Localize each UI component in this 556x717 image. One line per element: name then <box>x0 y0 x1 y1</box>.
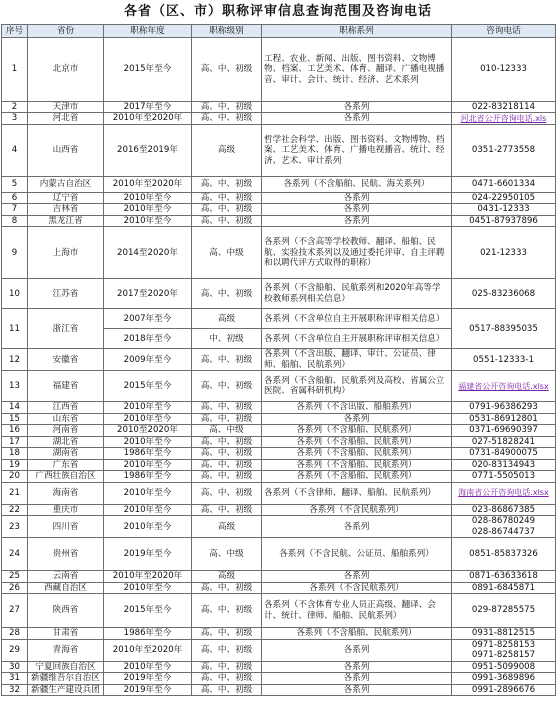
province-cell: 安徽省 <box>28 349 104 371</box>
year-cell: 2016至2019年 <box>104 124 192 176</box>
row-number: 19 <box>2 459 28 470</box>
row-number: 4 <box>2 124 28 176</box>
table-row <box>2 38 556 102</box>
table-row <box>2 639 556 661</box>
level-cell: 高、中、初级 <box>192 628 262 639</box>
row-number: 24 <box>2 538 28 571</box>
phone-cell: 0951-5099008 <box>452 661 556 672</box>
level-cell: 高、中、初级 <box>192 482 262 504</box>
row-number: 12 <box>2 349 28 371</box>
row-number: 26 <box>2 582 28 593</box>
year-cell: 2010年至今 <box>104 516 192 538</box>
phone-cell: 023-86867385 <box>452 504 556 515</box>
table-row <box>2 279 556 309</box>
col-header-series: 职称系列 <box>262 25 452 38</box>
phone-cell: 020-83134943 <box>452 459 556 470</box>
year-cell: 2010年至今 <box>104 504 192 515</box>
series-cell: 哲学社会科学、出版、图书资料、文物博物、档案、工艺美术、体育、广播电视播音、统计、经济、艺术、审计系列 <box>262 124 452 176</box>
year-cell: 1986年至今 <box>104 628 192 639</box>
phone-cell: 0517-88395035 <box>452 309 556 349</box>
level-cell: 高、中、初级 <box>192 215 262 226</box>
level-cell: 高、中级 <box>192 425 262 436</box>
series-cell: 各系列（不含民航、公证员、船舶系列） <box>262 538 452 571</box>
series-cell: 各系列 <box>262 571 452 582</box>
year-cell: 2010年至今 <box>104 459 192 470</box>
level-cell: 高、中、初级 <box>192 279 262 309</box>
province-cell: 西藏自治区 <box>28 582 104 593</box>
row-number: 5 <box>2 176 28 192</box>
year-cell: 2018年至今 <box>104 329 192 349</box>
series-cell: 各系列（不含单位自主开展职称评审相关信息） <box>262 309 452 329</box>
province-cell: 吉林省 <box>28 204 104 215</box>
col-header-no: 序号 <box>2 25 28 38</box>
province-cell: 河南省 <box>28 425 104 436</box>
phone-cell: 0531-86912801 <box>452 413 556 424</box>
year-cell: 2010年至2020年 <box>104 571 192 582</box>
province-cell: 河北省 <box>28 113 104 124</box>
table-row <box>2 504 556 515</box>
phone-cell: 0871-63633618 <box>452 571 556 582</box>
year-cell: 2019年至今 <box>104 538 192 571</box>
province-cell: 海南省 <box>28 482 104 504</box>
level-cell: 高级 <box>192 309 262 329</box>
table-row <box>2 673 556 684</box>
series-cell: 各系列（不含出版、船舶系列） <box>262 402 452 413</box>
consult-table <box>1 24 556 696</box>
phone-cell: 0791-96386293 <box>452 402 556 413</box>
row-number: 28 <box>2 628 28 639</box>
row-number: 9 <box>2 227 28 279</box>
series-cell: 各系列（不含船舶、民航系列） <box>262 471 452 482</box>
province-cell: 江西省 <box>28 402 104 413</box>
phone-cell: 0551-12333-1 <box>452 349 556 371</box>
table-row <box>2 516 556 538</box>
row-number: 10 <box>2 279 28 309</box>
table-row <box>2 113 556 124</box>
level-cell: 高、中、初级 <box>192 192 262 203</box>
level-cell: 高、中、初级 <box>192 204 262 215</box>
level-cell: 高、中、初级 <box>192 594 262 628</box>
series-cell: 各系列 <box>262 102 452 113</box>
phone-cell: 0731-84900075 <box>452 448 556 459</box>
table-row <box>2 661 556 672</box>
level-cell: 高、中、初级 <box>192 371 262 402</box>
table-row <box>2 471 556 482</box>
series-cell: 各系列（不含出版、翻译、审计、公证员、律师、船舶、民航系列） <box>262 349 452 371</box>
level-cell: 高、中、初级 <box>192 102 262 113</box>
province-cell: 青海省 <box>28 639 104 661</box>
table-header-row <box>2 25 556 38</box>
year-cell: 2017至2020年 <box>104 279 192 309</box>
year-cell: 2015年至今 <box>104 594 192 628</box>
series-cell: 各系列（不含高等学校教师、翻译、船舶、民航、实验技术系列以及通过委托评审、自主评聘和以聘代评方式取得的职称） <box>262 227 452 279</box>
series-cell: 各系列 <box>262 516 452 538</box>
row-number: 32 <box>2 684 28 695</box>
level-cell: 高、中、初级 <box>192 504 262 515</box>
level-cell: 高、中级 <box>192 538 262 571</box>
row-number: 7 <box>2 204 28 215</box>
col-header-level: 职称级别 <box>192 25 262 38</box>
table-row <box>2 436 556 447</box>
col-header-province: 省份 <box>28 25 104 38</box>
phone-cell: 024-22950105 <box>452 192 556 203</box>
series-cell: 各系列 <box>262 204 452 215</box>
province-cell: 云南省 <box>28 571 104 582</box>
level-cell: 高、中、初级 <box>192 436 262 447</box>
series-cell: 各系列（不含船舶、民航系列和2020年高等学校教师系列相关信息） <box>262 279 452 309</box>
table-row <box>2 349 556 371</box>
province-cell: 黑龙江省 <box>28 215 104 226</box>
year-cell: 1986年至今 <box>104 471 192 482</box>
province-cell: 北京市 <box>28 38 104 102</box>
year-cell: 2010年至今 <box>104 436 192 447</box>
level-cell: 高、中、初级 <box>192 38 262 102</box>
phone-file-link[interactable]: 河北省公开咨询电话.xls <box>452 113 556 124</box>
row-number: 17 <box>2 436 28 447</box>
year-cell: 2010年至今 <box>104 482 192 504</box>
province-cell: 浙江省 <box>28 309 104 349</box>
row-number: 21 <box>2 482 28 504</box>
phone-cell: 028-86780249 028-86744737 <box>452 516 556 538</box>
level-cell: 高、中、初级 <box>192 448 262 459</box>
year-cell: 2010年至今 <box>104 661 192 672</box>
row-number: 27 <box>2 594 28 628</box>
level-cell: 高、中、初级 <box>192 661 262 672</box>
level-cell: 高、中、初级 <box>192 459 262 470</box>
row-number: 29 <box>2 639 28 661</box>
year-cell: 2019年至今 <box>104 684 192 695</box>
province-cell: 湖南省 <box>28 448 104 459</box>
table-row <box>2 482 556 504</box>
province-cell: 宁夏回族自治区 <box>28 661 104 672</box>
level-cell: 高、中、初级 <box>192 582 262 593</box>
level-cell: 高、中、初级 <box>192 684 262 695</box>
row-number: 6 <box>2 192 28 203</box>
row-number: 23 <box>2 516 28 538</box>
table-row <box>2 309 556 329</box>
series-cell: 工程、农业、新闻、出版、图书资料、文物博物、档案、工艺美术、体育、翻译、广播电视播音、审计、会计、统计、经济、艺术系列 <box>262 38 452 102</box>
province-cell: 山西省 <box>28 124 104 176</box>
level-cell: 中、初级 <box>192 329 262 349</box>
series-cell: 各系列 <box>262 673 452 684</box>
series-cell: 各系列 <box>262 215 452 226</box>
phone-cell: 0851-85837326 <box>452 538 556 571</box>
year-cell: 2010年至今 <box>104 215 192 226</box>
table-row <box>2 102 556 113</box>
phone-cell: 0991-3689896 <box>452 673 556 684</box>
province-cell: 新疆维吾尔自治区 <box>28 673 104 684</box>
year-cell: 2007年至今 <box>104 309 192 329</box>
province-cell: 重庆市 <box>28 504 104 515</box>
row-number: 1 <box>2 38 28 102</box>
phone-cell: 010-12333 <box>452 38 556 102</box>
series-cell: 各系列（不含船舶、民航、海关系列） <box>262 176 452 192</box>
table-body <box>2 38 556 696</box>
series-cell: 各系列（不含船舶、民航系列） <box>262 459 452 470</box>
series-cell: 各系列 <box>262 684 452 695</box>
phone-cell: 0971-8258153 0971-8258157 <box>452 639 556 661</box>
series-cell: 各系列 <box>262 192 452 203</box>
year-cell: 2014至2020年 <box>104 227 192 279</box>
table-row <box>2 571 556 582</box>
table-row <box>2 227 556 279</box>
row-number: 2 <box>2 102 28 113</box>
series-cell: 各系列（不含船舶、民航系列） <box>262 448 452 459</box>
row-number: 31 <box>2 673 28 684</box>
col-header-year: 职称年度 <box>104 25 192 38</box>
series-cell: 各系列 <box>262 661 452 672</box>
phone-file-link[interactable]: 海南省公开咨询电话.xlsx <box>452 482 556 504</box>
level-cell: 高、中、初级 <box>192 639 262 661</box>
series-cell: 各系列（不含船舶、民航系列） <box>262 628 452 639</box>
phone-cell: 027-51828241 <box>452 436 556 447</box>
province-cell: 山东省 <box>28 413 104 424</box>
table-row <box>2 425 556 436</box>
series-cell: 各系列（不含民航系列） <box>262 504 452 515</box>
row-number: 25 <box>2 571 28 582</box>
page-title: 各省（区、市）职称评审信息查询范围及咨询电话 <box>123 4 432 19</box>
year-cell: 2010年至2020年 <box>104 113 192 124</box>
table-row <box>2 124 556 176</box>
province-cell: 广西壮族自治区 <box>28 471 104 482</box>
series-cell: 各系列（不含船舶、民航系列） <box>262 436 452 447</box>
province-cell: 上海市 <box>28 227 104 279</box>
phone-cell: 0431-12333 <box>452 204 556 215</box>
phone-cell: 0471-6601334 <box>452 176 556 192</box>
year-cell: 2010至2020年 <box>104 425 192 436</box>
level-cell: 高、中、初级 <box>192 471 262 482</box>
phone-cell: 0371-69690397 <box>452 425 556 436</box>
phone-cell: 029-87285575 <box>452 594 556 628</box>
col-header-phone: 咨询电话 <box>452 25 556 38</box>
year-cell: 2009年至今 <box>104 349 192 371</box>
table-row <box>2 176 556 192</box>
year-cell: 2010年至2020年 <box>104 176 192 192</box>
series-cell: 各系列（不含船舶、民航系列） <box>262 425 452 436</box>
table-row <box>2 402 556 413</box>
phone-cell: 021-12333 <box>452 227 556 279</box>
series-cell: 各系列（不含船舶、民航系列及高校、省属公立医院、省属科研机构） <box>262 371 452 402</box>
table-row <box>2 594 556 628</box>
phone-file-link[interactable]: 福建省公开咨询电话.xlsx <box>452 371 556 402</box>
level-cell: 高级 <box>192 124 262 176</box>
province-cell: 天津市 <box>28 102 104 113</box>
table-row <box>2 192 556 203</box>
row-number: 16 <box>2 425 28 436</box>
year-cell: 1986年至今 <box>104 448 192 459</box>
phone-cell: 0991-2896676 <box>452 684 556 695</box>
series-cell: 各系列 <box>262 413 452 424</box>
year-cell: 2010年至今 <box>104 204 192 215</box>
row-number: 14 <box>2 402 28 413</box>
year-cell: 2010年至今 <box>104 582 192 593</box>
row-number: 13 <box>2 371 28 402</box>
phone-cell: 022-83218114 <box>452 102 556 113</box>
province-cell: 四川省 <box>28 516 104 538</box>
level-cell: 高、中、初级 <box>192 349 262 371</box>
row-number: 3 <box>2 113 28 124</box>
year-cell: 2015年至今 <box>104 371 192 402</box>
phone-cell: 025-83236068 <box>452 279 556 309</box>
year-cell: 2010年至今 <box>104 192 192 203</box>
year-cell: 2010年至今 <box>104 402 192 413</box>
row-number: 8 <box>2 215 28 226</box>
province-cell: 江苏省 <box>28 279 104 309</box>
province-cell: 辽宁省 <box>28 192 104 203</box>
series-cell: 各系列（不含民航系列） <box>262 582 452 593</box>
row-number: 18 <box>2 448 28 459</box>
table-row <box>2 215 556 226</box>
row-number: 30 <box>2 661 28 672</box>
table-row <box>2 413 556 424</box>
table-row <box>2 538 556 571</box>
province-cell: 甘肃省 <box>28 628 104 639</box>
table-row <box>2 459 556 470</box>
row-number: 15 <box>2 413 28 424</box>
level-cell: 高、中、初级 <box>192 673 262 684</box>
province-cell: 陕西省 <box>28 594 104 628</box>
row-number: 22 <box>2 504 28 515</box>
province-cell: 新疆生产建设兵团 <box>28 684 104 695</box>
phone-cell: 0351-2773558 <box>452 124 556 176</box>
level-cell: 高级 <box>192 516 262 538</box>
series-cell: 各系列 <box>262 113 452 124</box>
table-row <box>2 582 556 593</box>
province-cell: 福建省 <box>28 371 104 402</box>
province-cell: 广东省 <box>28 459 104 470</box>
province-cell: 湖北省 <box>28 436 104 447</box>
series-cell: 各系列（不含单位自主开展职称评审相关信息） <box>262 329 452 349</box>
series-cell: 各系列 <box>262 639 452 661</box>
year-cell: 2017年至今 <box>104 102 192 113</box>
table-row <box>2 204 556 215</box>
series-cell: 各系列（不含律师、翻译、船舶、民航系列） <box>262 482 452 504</box>
phone-cell: 0451-87937896 <box>452 215 556 226</box>
table-row <box>2 448 556 459</box>
table-row <box>2 684 556 695</box>
year-cell: 2015年至今 <box>104 38 192 102</box>
year-cell: 2019年至今 <box>104 673 192 684</box>
phone-cell: 0891-6845871 <box>452 582 556 593</box>
level-cell: 高级 <box>192 571 262 582</box>
province-cell: 内蒙古自治区 <box>28 176 104 192</box>
row-number: 20 <box>2 471 28 482</box>
level-cell: 高、中、初级 <box>192 176 262 192</box>
level-cell: 高、中、初级 <box>192 113 262 124</box>
province-cell: 贵州省 <box>28 538 104 571</box>
level-cell: 高、中、初级 <box>192 402 262 413</box>
phone-cell: 0931-8812515 <box>452 628 556 639</box>
level-cell: 高、中级 <box>192 227 262 279</box>
level-cell: 高、中、初级 <box>192 413 262 424</box>
phone-cell: 0771-5505013 <box>452 471 556 482</box>
year-cell: 2010年至2020年 <box>104 639 192 661</box>
series-cell: 各系列（不含体育专业人员正高级、翻译、会计、统计、律师、船舶、民航系列） <box>262 594 452 628</box>
row-number: 11 <box>2 309 28 349</box>
table-row <box>2 628 556 639</box>
table-row <box>2 371 556 402</box>
year-cell: 2010年至今 <box>104 413 192 424</box>
